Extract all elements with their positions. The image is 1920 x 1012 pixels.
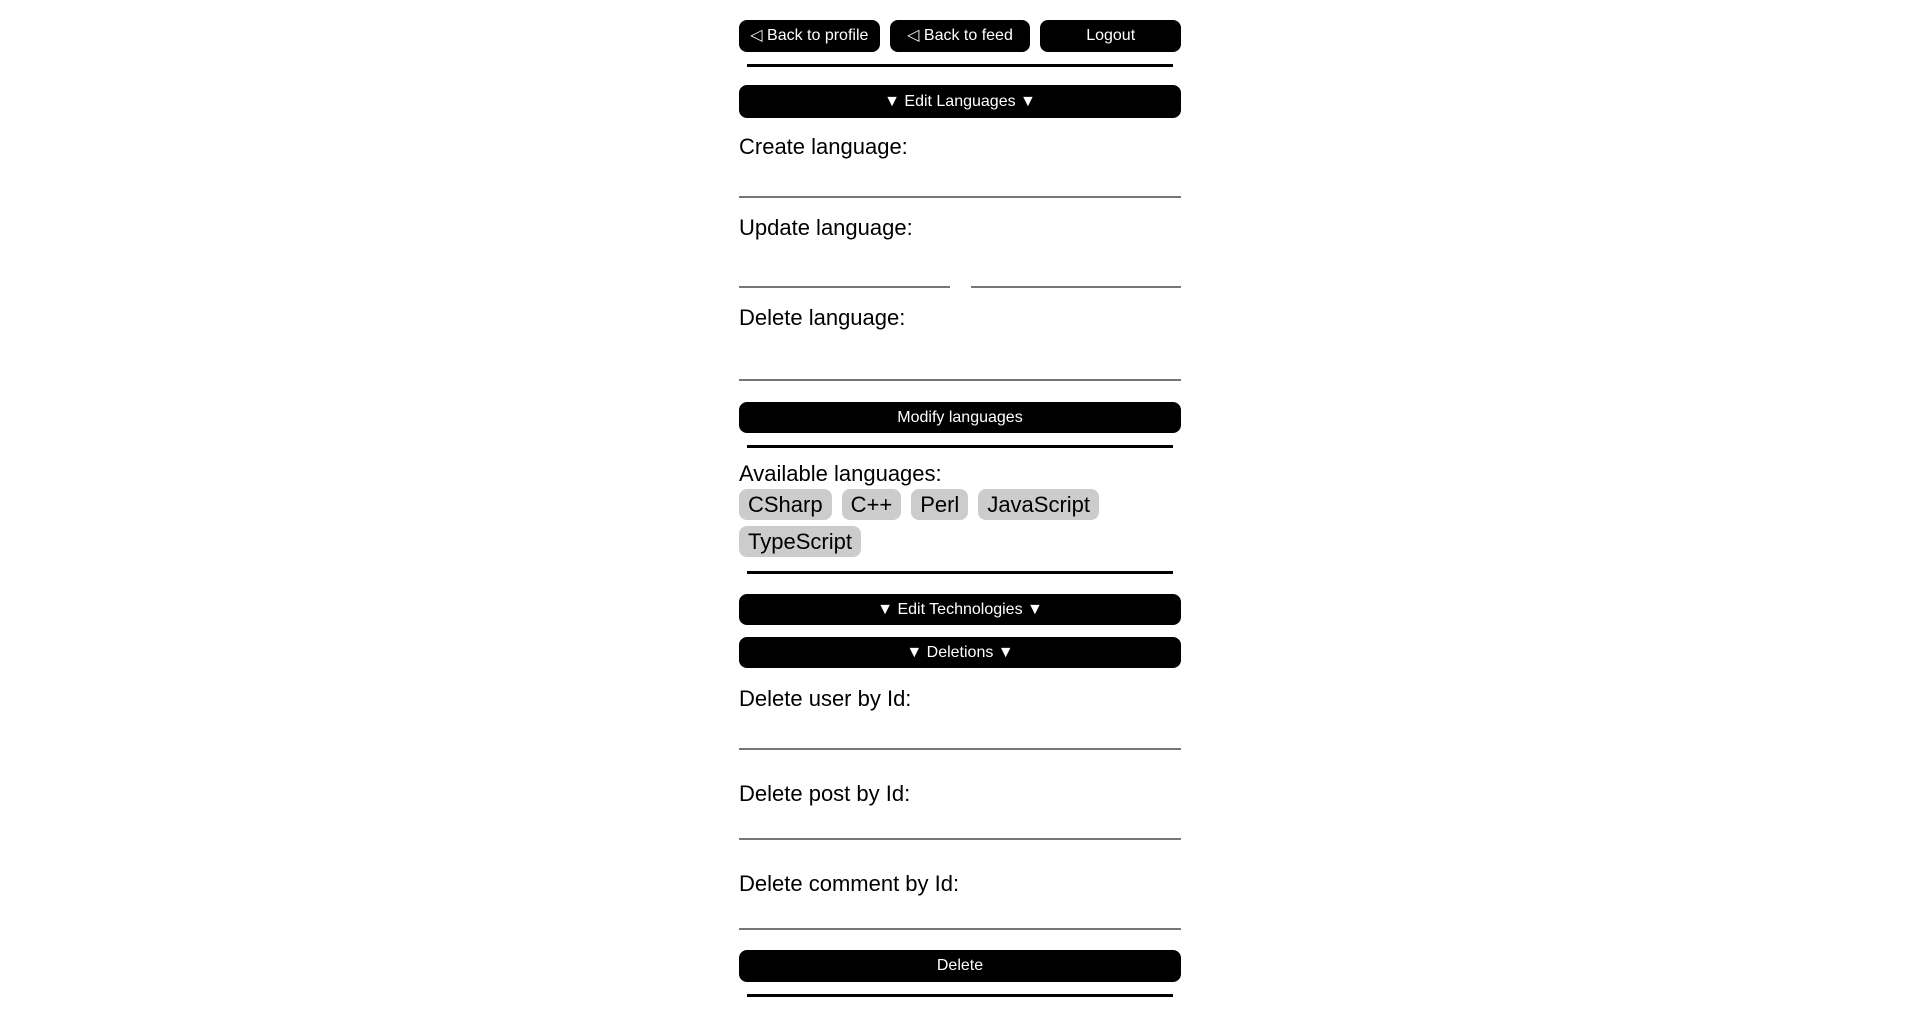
language-tag: TypeScript — [739, 526, 861, 557]
edit-languages-toggle[interactable]: ▼ Edit Languages ▼ — [739, 85, 1181, 118]
top-navigation — [739, 20, 1181, 52]
delete-user-input[interactable] — [739, 716, 1181, 750]
divider — [747, 994, 1173, 997]
create-language-label: Create language: — [739, 134, 908, 159]
delete-post-input[interactable] — [739, 807, 1181, 840]
deletions-toggle[interactable]: ▼ Deletions ▼ — [739, 637, 1181, 668]
available-languages-label: Available languages: — [739, 461, 942, 486]
update-language-label: Update language: — [739, 215, 913, 240]
language-tags — [739, 489, 1181, 557]
divider — [747, 445, 1173, 448]
back-to-feed-button[interactable]: ◁ Back to feed — [890, 20, 1031, 52]
create-language-input[interactable] — [739, 165, 1181, 198]
admin-panel — [739, 0, 1181, 997]
update-language-input-2[interactable] — [971, 254, 1182, 288]
language-tag: Perl — [911, 489, 968, 520]
delete-button[interactable]: Delete — [739, 950, 1181, 982]
delete-comment-input[interactable] — [739, 897, 1181, 930]
language-tag: C++ — [842, 489, 902, 520]
back-to-profile-button[interactable]: ◁ Back to profile — [739, 20, 880, 52]
logout-button[interactable]: Logout — [1040, 20, 1181, 52]
edit-technologies-toggle[interactable]: ▼ Edit Technologies ▼ — [739, 594, 1181, 625]
delete-language-input[interactable] — [739, 347, 1181, 381]
delete-language-label: Delete language: — [739, 305, 906, 330]
delete-user-label: Delete user by Id: — [739, 686, 912, 711]
delete-comment-label: Delete comment by Id: — [739, 871, 960, 896]
divider — [747, 64, 1173, 67]
language-tag: CSharp — [739, 489, 832, 520]
modify-languages-button[interactable]: Modify languages — [739, 402, 1181, 433]
divider — [747, 571, 1173, 574]
language-tag: JavaScript — [978, 489, 1099, 520]
update-language-inputs — [739, 254, 1181, 288]
update-language-input-1[interactable] — [739, 254, 950, 288]
delete-post-label: Delete post by Id: — [739, 781, 911, 806]
